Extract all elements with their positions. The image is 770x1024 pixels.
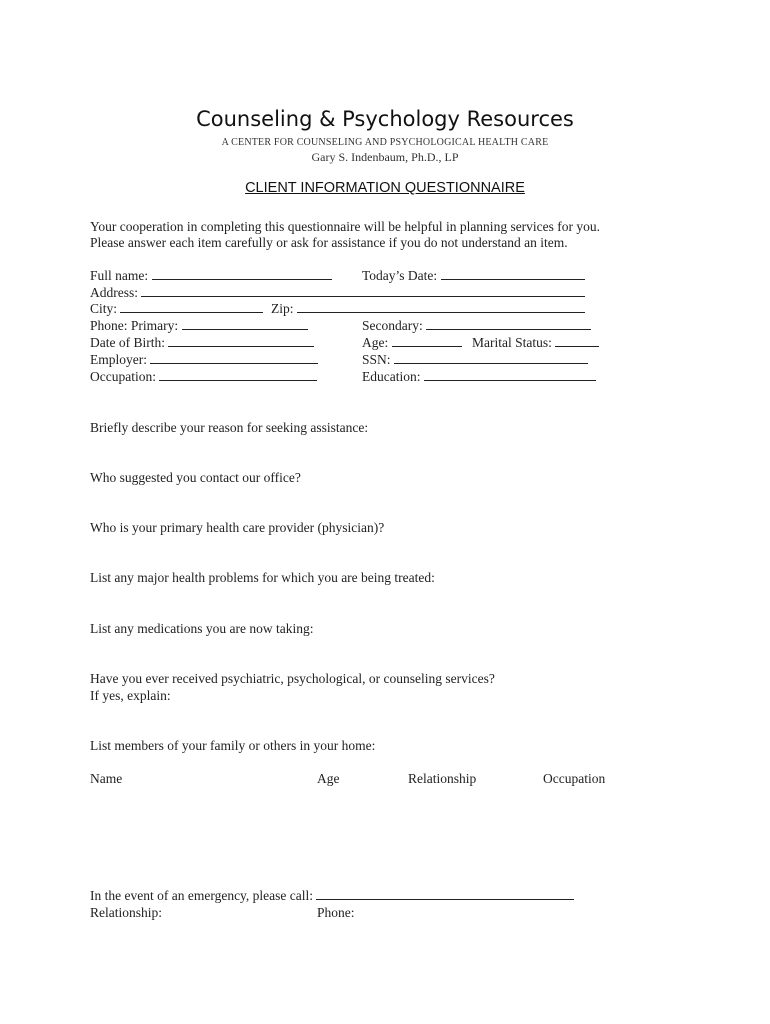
- emergency-call-label: In the event of an emergency, please call:: [90, 888, 314, 903]
- organization-subtitle: A CENTER FOR COUNSELING AND PSYCHOLOGICAL HEALTH CARE: [221, 137, 549, 148]
- city-row: [90, 301, 263, 317]
- family-col-age: Age: [317, 771, 340, 786]
- zip-row: [271, 301, 585, 317]
- family-col-name: Name: [90, 771, 123, 786]
- phone-primary-field[interactable]: [182, 318, 308, 330]
- full-name-field[interactable]: [152, 268, 332, 280]
- address-field[interactable]: [141, 285, 585, 297]
- occupation-field[interactable]: [159, 369, 317, 381]
- dob-label: Date of Birth:: [90, 335, 165, 350]
- education-label: Education:: [362, 369, 421, 384]
- question-provider: Who is your primary health care provider (physician)?: [90, 520, 385, 535]
- question-medications: List any medications you are now taking:: [90, 621, 314, 636]
- intro-line-1: Your cooperation in completing this questionnaire will be helpful in planning services for you.: [90, 219, 601, 234]
- phone-primary-row: [90, 318, 308, 334]
- marital-status-label: Marital Status:: [472, 335, 552, 350]
- zip-label: Zip:: [271, 301, 294, 316]
- full-name-row: [90, 268, 332, 284]
- question-reason: Briefly describe your reason for seeking assistance:: [90, 420, 369, 435]
- city-field[interactable]: [120, 301, 263, 313]
- ssn-label: SSN:: [362, 352, 391, 367]
- zip-field[interactable]: [297, 301, 585, 313]
- todays-date-field[interactable]: [441, 268, 585, 280]
- todays-date-row: [362, 268, 585, 284]
- question-if-yes: If yes, explain:: [90, 688, 171, 703]
- question-referral: Who suggested you contact our office?: [90, 470, 301, 485]
- emergency-phone-label: Phone:: [317, 905, 355, 920]
- dob-field[interactable]: [168, 335, 314, 347]
- age-label: Age:: [362, 335, 389, 350]
- employer-label: Employer:: [90, 352, 147, 367]
- age-field[interactable]: [392, 335, 462, 347]
- full-name-label: Full name:: [90, 268, 149, 283]
- education-row: [362, 369, 596, 385]
- question-prior-services: Have you ever received psychiatric, psychological, or counseling services?: [90, 671, 495, 686]
- secondary-phone-label: Secondary:: [362, 318, 423, 333]
- employer-field[interactable]: [150, 352, 318, 364]
- emergency-contact-field[interactable]: [316, 888, 574, 900]
- address-label: Address:: [90, 285, 138, 300]
- question-family: List members of your family or others in your home:: [90, 738, 376, 753]
- emergency-call-row: [90, 888, 574, 904]
- address-row: [90, 285, 585, 301]
- education-field[interactable]: [424, 369, 596, 381]
- todays-date-label: Today’s Date:: [362, 268, 438, 283]
- form-title: CLIENT INFORMATION QUESTIONNAIRE: [245, 180, 525, 196]
- question-health-problems: List any major health problems for which you are being treated:: [90, 570, 435, 585]
- secondary-phone-row: [362, 318, 591, 334]
- dob-row: [90, 335, 314, 351]
- age-row: [362, 335, 462, 351]
- family-col-occupation: Occupation: [543, 771, 606, 786]
- city-label: City:: [90, 301, 118, 316]
- marital-status-row: [472, 335, 599, 351]
- phone-primary-label: Phone: Primary:: [90, 318, 179, 333]
- marital-status-field[interactable]: [555, 335, 599, 347]
- doctor-name: Gary S. Indenbaum, Ph.D., LP: [311, 150, 459, 164]
- occupation-row: [90, 369, 317, 385]
- occupation-label: Occupation:: [90, 369, 156, 384]
- ssn-row: [362, 352, 588, 368]
- secondary-phone-field[interactable]: [426, 318, 591, 330]
- family-col-relationship: Relationship: [408, 771, 477, 786]
- intro-line-2: Please answer each item carefully or ask for assistance if you do not understand an item.: [90, 235, 568, 250]
- employer-row: [90, 352, 318, 368]
- page-title: Counseling & Psychology Resources: [196, 107, 574, 131]
- emergency-relationship-label: Relationship:: [90, 905, 162, 920]
- ssn-field[interactable]: [394, 352, 588, 364]
